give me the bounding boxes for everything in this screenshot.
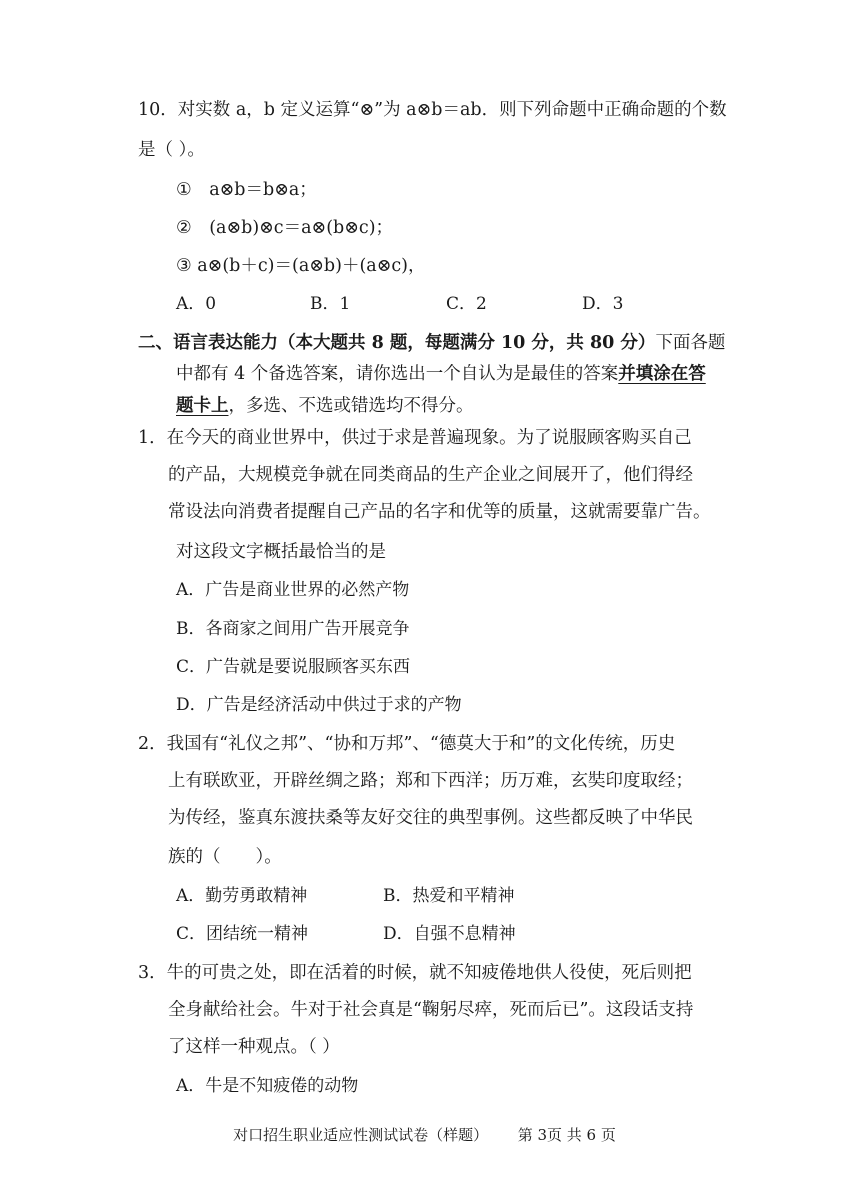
q10-option-d: D．3 (582, 294, 624, 314)
section2-instructions-line-2 (176, 362, 706, 386)
q1-stem-line-3: 常设法向消费者提醒自己产品的名字和优等的质量，这就需要靠广告。 (168, 502, 711, 522)
q1-option-d: D．广告是经济活动中供过于求的产物 (176, 695, 462, 715)
section2-instructions-line-3 (176, 394, 474, 418)
q1-stem-line-1: 1．在今天的商业世界中，供过于求是普遍现象。为了说服顾客购买自己 (138, 428, 692, 448)
q1-option-b: B．各商家之间用广告开展竞争 (176, 619, 410, 639)
q3-stem-line-3: 了这样一种观点。（ ） (168, 1037, 340, 1057)
q10-stem-line-2: 是（ ）。 (138, 140, 205, 160)
q10-option-a: A．0 (176, 294, 217, 314)
q2-option-c: C．团结统一精神 (176, 924, 309, 944)
section2-title: 二、语言表达能力（本大题共 8 题，每题满分 10 分，共 80 分） (138, 333, 656, 353)
q2-option-a: A．勤劳勇敢精神 (176, 886, 308, 906)
q3-stem-line-1: 3．牛的可贵之处，即在活着的时候，就不知疲倦地供人役使，死后则把 (138, 963, 692, 983)
q1-stem-line-4: 对这段文字概括最恰当的是 (176, 542, 386, 562)
page-footer (0, 1124, 849, 1145)
section2-instructions-end: ，多选、不选或错选均不得分。 (228, 396, 474, 416)
section2-instructions-text: 中都有 4 个备选答案，请你选出一个自认为是最佳的答案 (176, 364, 619, 384)
q10-item-2: ② (a⊗b)⊗c＝a⊗(b⊗c)； (176, 218, 394, 238)
q10-item-1: ① a⊗b＝b⊗a； (176, 180, 317, 200)
footer-exam-title: 对口招生职业适应性测试试卷（样题） (233, 1126, 489, 1144)
q1-option-a: A．广告是商业世界的必然产物 (176, 580, 410, 600)
q2-option-b: B．热爱和平精神 (383, 886, 515, 906)
section2-title-tail: 下面各题 (655, 333, 726, 353)
q10-option-c: C．2 (446, 294, 487, 314)
q10-item-3: ③ a⊗(b＋c)＝(a⊗b)＋(a⊗c)， (176, 256, 426, 276)
q2-option-d: D．自强不息精神 (383, 924, 516, 944)
q10-option-b: B．1 (310, 294, 351, 314)
footer-page-info: 第 3页 共 6 页 (517, 1126, 616, 1144)
q2-stem-line-3: 为传经，鉴真东渡扶桑等友好交往的典型事例。这些都反映了中华民 (168, 808, 693, 828)
q2-stem-line-1: 2．我国有“礼仪之邦”、“协和万邦”、“德莫大于和”的文化传统，历史 (138, 734, 676, 754)
section2-heading (138, 331, 725, 355)
q1-option-c: C．广告就是要说服顾客买东西 (176, 657, 411, 677)
q10-stem-line-1: 10．对实数 a，b 定义运算“⊗”为 a⊗b＝ab．则下列命题中正确命题的个数 (138, 100, 727, 120)
q3-stem-line-2: 全身献给社会。牛对于社会真是“鞠躬尽瘁，死而后已”。这段话支持 (168, 1000, 694, 1020)
q2-stem-line-4: 族的（ ）。 (168, 847, 282, 867)
q1-stem-line-2: 的产品，大规模竞争就在同类商品的生产企业之间展开了，他们得经 (168, 465, 693, 485)
q2-stem-line-2: 上有联欧亚，开辟丝绸之路；郑和下西洋；历万难，玄奘印度取经； (168, 771, 693, 791)
section2-emphasis-1: 并填涂在答 (618, 364, 706, 384)
q3-option-a: A．牛是不知疲倦的动物 (176, 1076, 359, 1096)
section2-emphasis-2: 题卡上 (176, 396, 229, 416)
